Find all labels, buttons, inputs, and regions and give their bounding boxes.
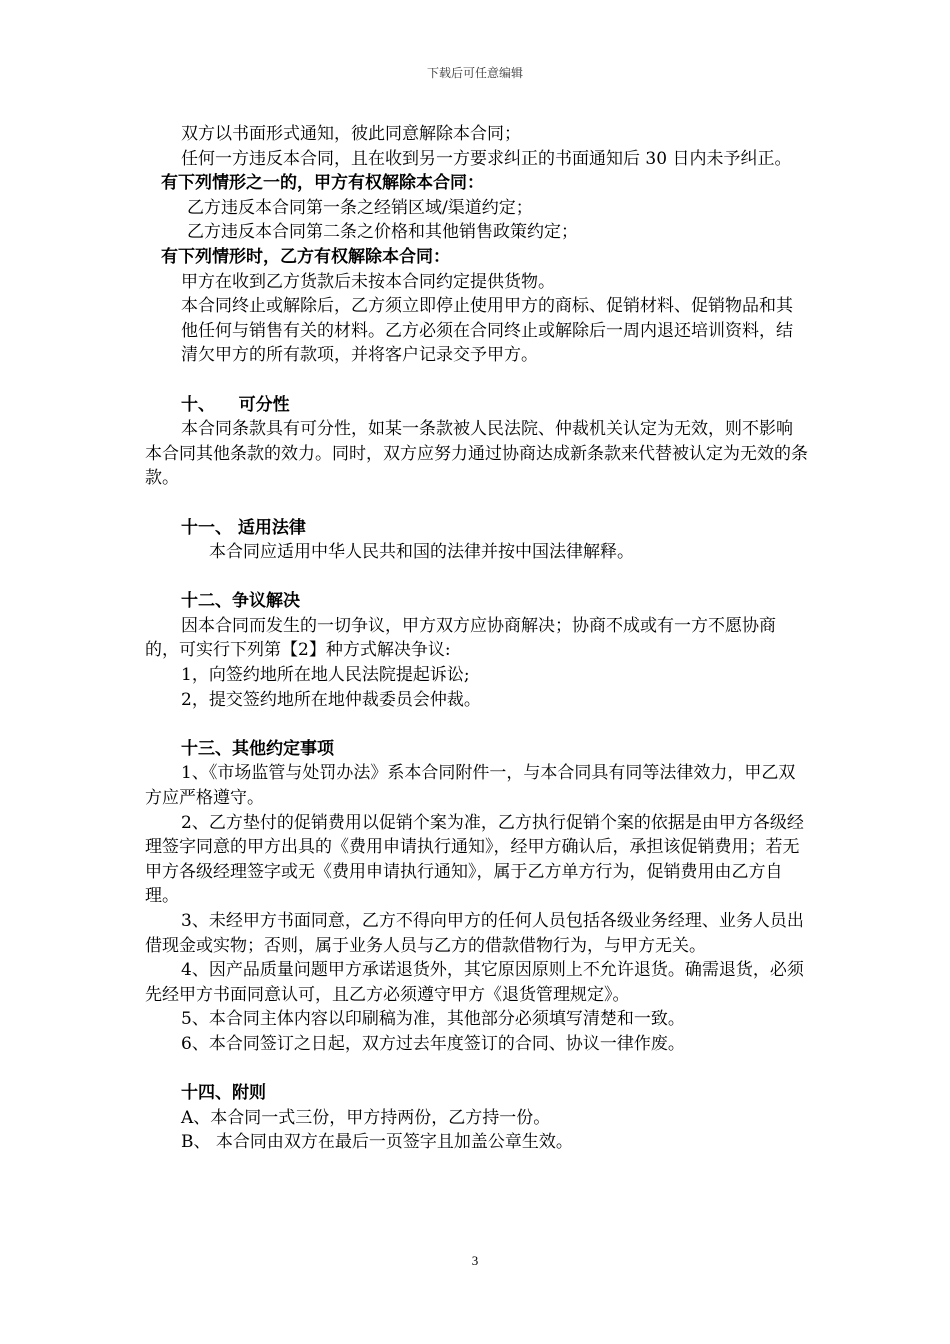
- list-item: 4、因产品质量问题甲方承诺退货外，其它原因原则上不允许退货。确需退货，必须先经甲方书面同意认可，且乙方必须遵守甲方《退货管理规定》。: [145, 960, 804, 1005]
- paragraph: 乙方违反本合同第一条之经销区域/渠道约定；: [187, 197, 533, 218]
- paragraph: 因本合同而发生的一切争议，甲方双方应协商解决；协商不成或有一方不愿协商的，可实行下列第【2】种方式解决争议:: [145, 615, 776, 661]
- page-number: 3: [471, 1253, 479, 1268]
- list-item: 5、本合同主体内容以印刷稿为准，其他部分必须填写清楚和一致。: [181, 1009, 685, 1030]
- subheading: 有下列情形时，乙方有权解除本合同：: [161, 246, 450, 267]
- list-item: 1、《市场监管与处罚办法》系本合同附件一，与本合同具有同等法律效力，甲乙双方应严格遵守。: [145, 763, 796, 809]
- list-item: 2，提交签约地所在地仲裁委员会仲裁。: [181, 689, 481, 710]
- paragraph: 双方以书面形式通知，彼此同意解除本合同；: [181, 124, 521, 144]
- section-heading: 十二、争议解决: [181, 591, 300, 612]
- section-heading: 十一、 适用法律: [181, 517, 306, 538]
- document-body: [145, 122, 809, 1155]
- page-header: 下载后可任意编辑: [426, 66, 523, 80]
- paragraph: 本合同终止或解除后，乙方须立即停止使用甲方的商标、促销材料、促销物品和其他任何与销售有关的材料。乙方必须在合同终止或解除后一周内退还培训资料，结清欠甲方的所有款项，并将客户记录交予甲方。: [181, 296, 793, 366]
- paragraph: 甲方在收到乙方货款后未按本合同约定提供货物。: [181, 271, 555, 292]
- paragraph: 乙方违反本合同第二条之价格和其他销售政策约定；: [187, 222, 578, 243]
- list-item: A、本合同一式三份，甲方持两份，乙方持一份。: [181, 1107, 551, 1128]
- list-item: B、 本合同由双方在最后一页签字且加盖公章生效。: [181, 1132, 573, 1153]
- list-item: 6、本合同签订之日起，双方过去年度签订的合同、协议一律作废。: [181, 1033, 685, 1054]
- list-item: 1，向签约地所在地人民法院提起诉讼;: [181, 665, 470, 686]
- section-heading: 十、 可分性: [181, 394, 290, 415]
- paragraph: 本合同条款具有可分性，如某一条款被人民法院、仲裁机关认定为无效，则不影响本合同其他条款的效力。同时，双方应努力通过协商达成新条款来代替被认定为无效的条款。: [145, 419, 808, 489]
- list-item: 2、乙方垫付的促销费用以促销个案为准，乙方执行促销个案的依据是由甲方各级经理签字同意的甲方出具的《费用申请执行通知》，经甲方确认后，承担该促销费用；若无甲方各级经理签字或无《费用申请执行通知》，属于乙方单方行为，促销费用由乙方自理。: [145, 812, 804, 907]
- list-item: 3、未经甲方书面同意，乙方不得向甲方的任何人员包括各级业务经理、业务人员出借现金或实物；否则，属于业务人员与乙方的借款借物行为，与甲方无关。: [145, 911, 804, 956]
- section-heading: 十四、附则: [181, 1083, 266, 1104]
- paragraph: 本合同应适用中华人民共和国的法律并按中国法律解释。: [209, 542, 634, 563]
- subheading: 有下列情形之一的，甲方有权解除本合同：: [161, 173, 484, 194]
- section-heading: 十三、其他约定事项: [181, 738, 334, 759]
- paragraph: 任何一方违反本合同，且在收到另一方要求纠正的书面通知后 30 日内未予纠正。: [181, 148, 792, 169]
